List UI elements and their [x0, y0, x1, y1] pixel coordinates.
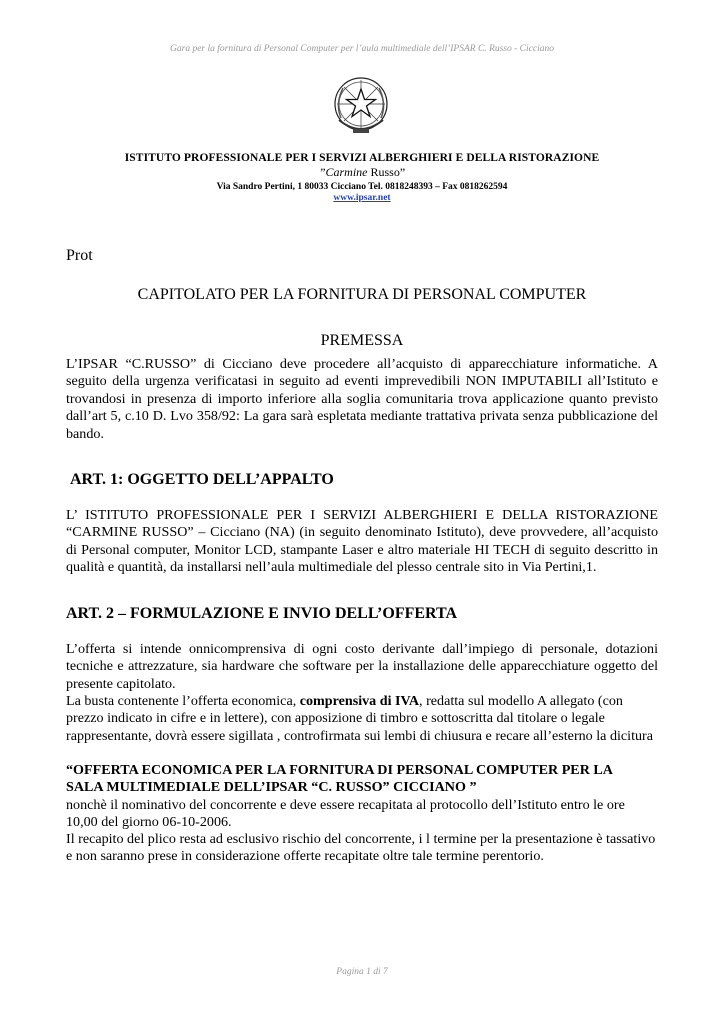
art1-heading: ART. 1: OGGETTO DELL’APPALTO: [70, 471, 334, 488]
republic-emblem-icon: [331, 74, 391, 138]
art2-quoted-label: “OFFERTA ECONOMICA PER LA FORNITURA DI PERSONAL COMPUTER PER LA SALA MULTIMEDIALE DELL’IPSAR “C. RUSSO” CICCIANO ”: [66, 762, 613, 796]
page-number-footer: Pagina 1 di 7: [336, 967, 388, 977]
institute-subtitle: ”Carmine Russo”: [318, 165, 406, 179]
art1-paragraph: L’ ISTITUTO PROFESSIONALE PER I SERVIZI ALBERGHIERI E DELLA RISTORAZIONE “CARMINE RUSSO” – Cicciano (NA) (in seguito denominato Istituto), deve provvedere, all’acquisto di Personal computer, Monitor LCD, stampante Laser e altro materiale HI TECH di seguito descritto in qualità e quantità, da installarsi nell’aula multimediale del plesso centrale sito in Via Pertini,1.: [66, 507, 658, 576]
running-header: Gara per la fornitura di Personal Computer per l’aula multimediale dell’IPSAR C. Russo - Cicciano: [170, 44, 554, 54]
art2-heading: ART. 2 – FORMULAZIONE E INVIO DELL’OFFERTA: [66, 605, 458, 622]
institute-name: ISTITUTO PROFESSIONALE PER I SERVIZI ALBERGHIERI E DELLA RISTORAZIONE: [124, 152, 600, 164]
premessa-heading: PREMESSA: [320, 332, 404, 349]
art2-paragraph-3: nonchè il nominativo del concorrente e deve essere recapitata al protocollo dell’Istituto entro le ore 10,00 del giorno 06-10-2006.: [66, 797, 625, 831]
art2-paragraph-1: L’offerta si intende onnicomprensiva di ogni costo derivante dall’impiego di personale, dotazioni tecniche e attrezzature, sia hardware che software per la installazione delle apparecchiature oggetto del presente capitolato.: [66, 641, 658, 692]
document-title: CAPITOLATO PER LA FORNITURA DI PERSONAL COMPUTER: [137, 286, 587, 303]
protocol-label: Prot: [66, 247, 93, 264]
institute-block: [0, 152, 724, 203]
institute-address: Via Sandro Pertini, 1 80033 Cicciano Tel. 0818248393 – Fax 0818262594: [216, 182, 508, 192]
institute-website-link[interactable]: www.ipsar.net: [333, 193, 391, 203]
art2-paragraph-4: Il recapito del plico resta ad esclusivo rischio del concorrente, i l termine per la presentazione è tassativo e non saranno prese in considerazione offerte recapitate oltre tale termine perentorio.: [66, 831, 656, 865]
art2-paragraph-2: La busta contenente l’offerta economica, comprensiva di IVA, redatta sul modello A allegato (con prezzo indicato in cifre e in lettere), con apposizione di timbro e sottoscritta dal titolare o legale rappresentante, dovrà essere sigillata , controfirmata sui lembi di chiusura e recare all’esterno la dicitura: [66, 693, 653, 744]
premessa-paragraph: L’IPSAR “C.RUSSO” di Cicciano deve procedere all’acquisto di apparecchiature informatiche. A seguito della urgenza verificatasi in seguito ad eventi imprevedibili NON IMPUTABILI all’Istituto e trovandosi in presenza di importo inferiore alla soglia comunitaria trova applicazione quanto previsto dall’art 5, c.10 D. Lvo 358/92: La gara sarà espletata mediante trattativa privata senza pubblicazione del bando.: [66, 356, 658, 442]
